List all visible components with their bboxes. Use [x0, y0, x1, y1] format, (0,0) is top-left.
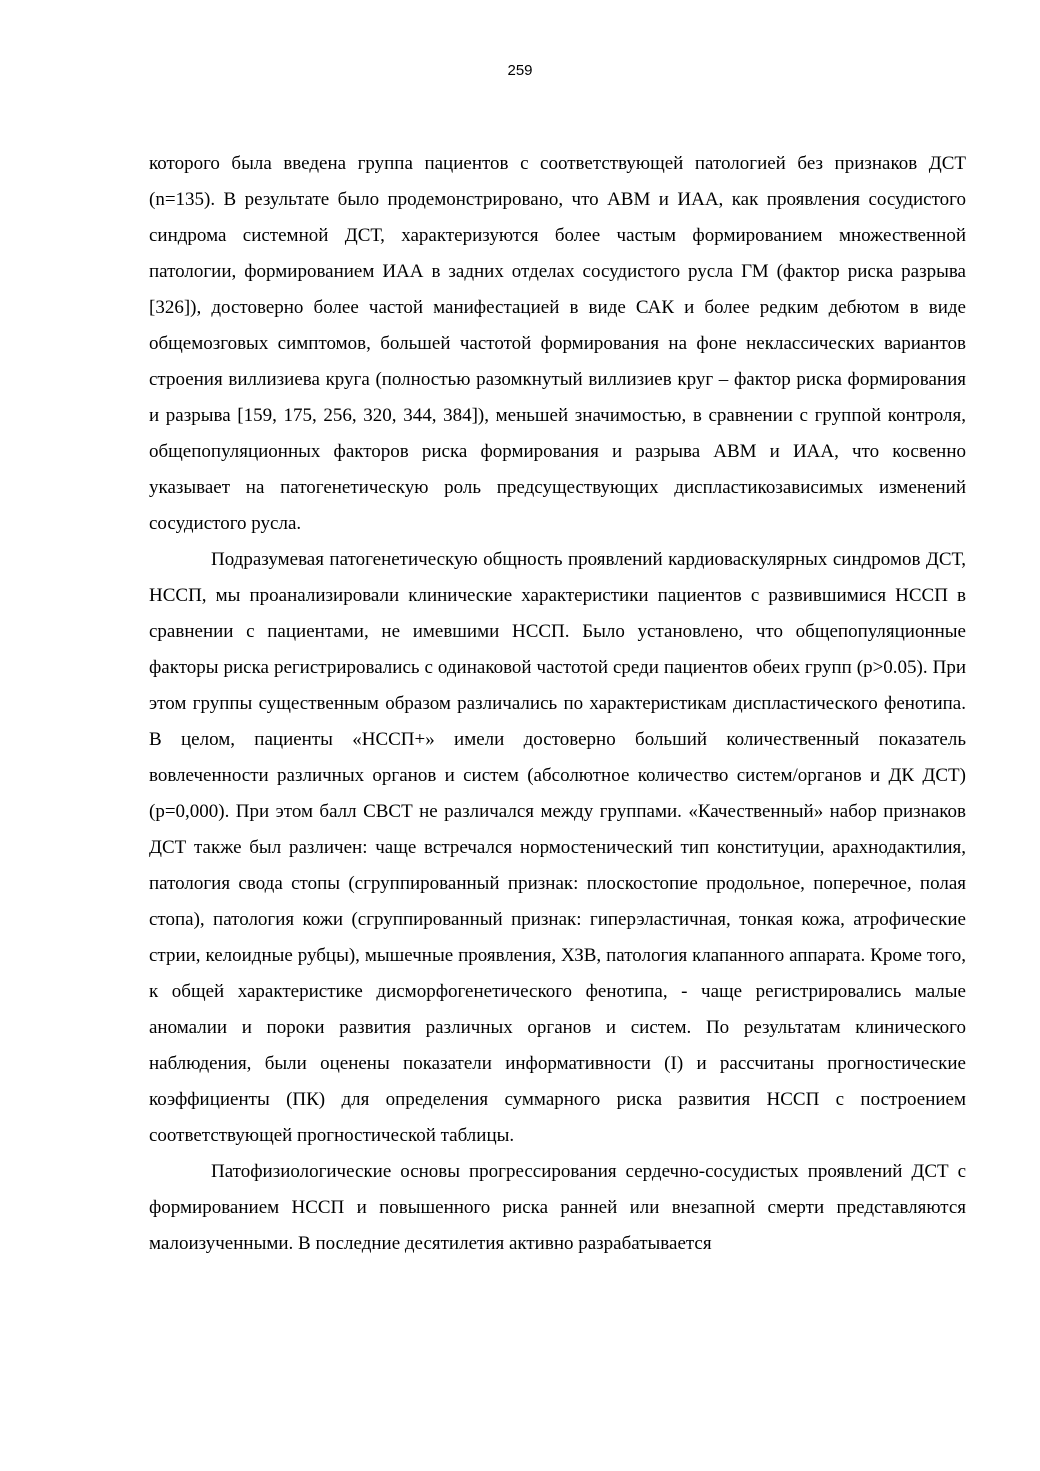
paragraph-pathophysiology: Патофизиологические основы прогрессирования сердечно-сосудистых проявлений ДСТ с формированием НССП и повышенного риска ранней или внезапной смерти представляются малоизученными. В последние десятилетия активно разрабатывается: [149, 1161, 966, 1254]
paragraph-analysis: Подразумевая патогенетическую общность проявлений кардиоваскулярных синдромов ДСТ, НССП, мы проанализировали клинические характеристики пациентов с развившимися НССП в сравнении с пациентами, не имевшими НССП. Было установлено, что общепопуляционные факторы риска регистрировались с одинаковой частотой среди пациентов обеих групп (p>0.05). При этом группы существенным образом различались по характеристикам диспластического фенотипа. В целом, пациенты «НССП+» имели достоверно больший количественный показатель вовлеченности различных органов и систем (абсолютное количество систем/органов и ДК ДСТ) (p=0,000). При этом балл СВСТ не различался между группами. «Качественный» набор признаков ДСТ также был различен: чаще встречался нормостенический тип конституции, арахнодактилия, патология свода стопы (сгруппированный признак: плоскостопие продольное, поперечное, полая стопа), патология кожи (сгруппированный признак: гиперэластичная, тонкая кожа, атрофические стрии, келоидные рубцы), мышечные проявления, ХЗВ, патология клапанного аппарата. Кроме того, к общей характеристике дисморфогенетического фенотипа, - чаще регистрировались малые аномалии и пороки развития различных органов и систем. По результатам клинического наблюдения, были оценены показатели информативности (I) и рассчитаны прогностические коэффициенты (ПК) для определения суммарного риска развития НССП с построением соответствующей прогностической таблицы.: [149, 549, 966, 1146]
paragraph-continuation: которого была введена группа пациентов с соответствующей патологией без признаков ДСТ (n=135). В результате было продемонстрировано, что АВМ и ИАА, как проявления сосудистого синдрома системной ДСТ, характеризуются более частым формированием множественной патологии, формированием ИАА в задних отделах сосудистого русла ГМ (фактор риска разрыва [326]), достоверно более частой манифестацией в виде САК и более редким дебютом в виде общемозговых симптомов, большей частотой формирования на фоне неклассических вариантов строения виллизиева круга (полностью разомкнутый виллизиев круг – фактор риска формирования и разрыва [159, 175, 256, 320, 344, 384]), меньшей значимостью, в сравнении с группой контроля, общепопуляционных факторов риска формирования и разрыва АВМ и ИАА, что косвенно указывает на патогенетическую роль предсуществующих диспластикозависимых изменений сосудистого русла.: [149, 153, 966, 534]
body-text: [149, 146, 966, 1262]
page-number: 259: [507, 62, 533, 79]
